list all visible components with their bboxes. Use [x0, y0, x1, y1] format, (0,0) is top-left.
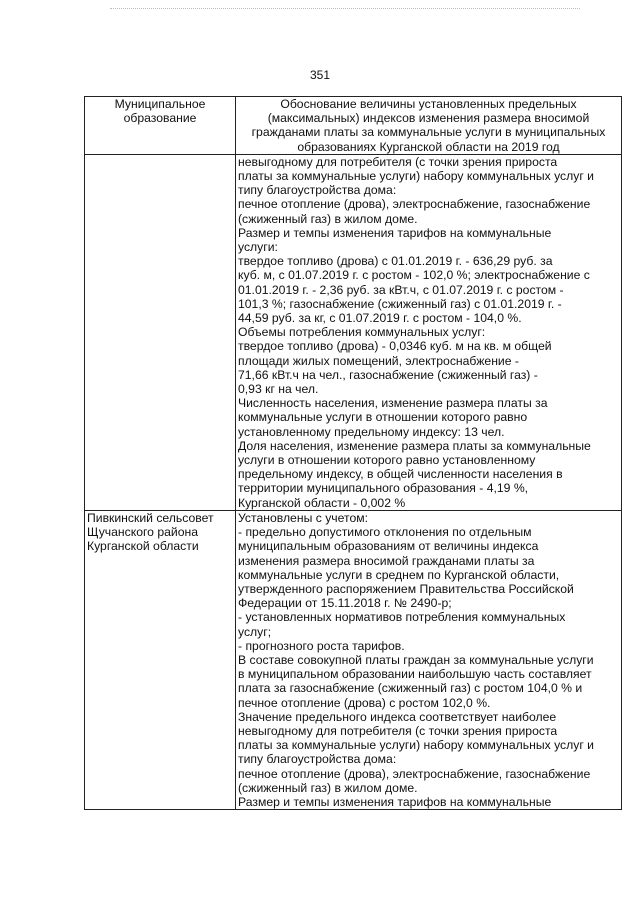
text-line: твердое топливо (дрова) - 0,0346 куб. м на кв. м общей — [238, 339, 552, 354]
header-line: Муниципальное — [114, 97, 206, 111]
text-line: услуг; — [238, 624, 272, 639]
text-line: изменения размера вносимой гражданами платы за — [238, 553, 535, 568]
text-line: куб. м, с 01.07.2019 г. с ростом - 102,0 %; электроснабжение с — [238, 268, 590, 283]
text-line: услуги: — [238, 240, 278, 255]
text-line: коммунальные услуги в среднем по Курганской области, — [238, 567, 560, 582]
text-line: типу благоустройства дома: — [238, 752, 397, 767]
text-line: 0,93 кг на чел. — [238, 382, 319, 397]
text-line: типу благоустройства дома: — [238, 183, 397, 198]
text-line: площади жилых помещений, электроснабжение - — [238, 353, 519, 368]
header-line: Обоснование величины установленных предельных — [280, 97, 577, 111]
text-line: Значение предельного индекса соответствует наиболее — [238, 709, 557, 724]
text-line: 01.01.2019 г. - 2,36 руб. за кВт.ч, с 01.07.2019 г. с ростом - — [238, 282, 564, 297]
text-line: муниципальным образованиям от величины индекса — [238, 539, 539, 554]
text-line: платы за коммунальные услуги) набору коммунальных услуг и — [238, 738, 594, 753]
table-row — [85, 510, 622, 809]
text-line: Доля населения, изменение размера платы за коммунальные — [238, 438, 591, 453]
text-line: платы за коммунальные услуги) набору коммунальных услуг и — [238, 169, 594, 184]
municipality-cell — [85, 154, 236, 510]
tariff-justification-table — [84, 96, 622, 810]
text-line: Размер и темпы изменения тарифов на коммунальные — [238, 225, 552, 240]
text-line: в муниципальном образовании наибольшую часть составляет — [238, 667, 592, 682]
text-line: невыгодному для потребителя (с точки зрения прироста — [238, 723, 558, 738]
header-municipality — [85, 97, 236, 155]
text-line: 71,66 кВт.ч на чел., газоснабжение (сжиженный газ) - — [238, 367, 538, 382]
header-line: гражданами платы за коммунальные услуги в муниципальных — [251, 125, 606, 140]
municipality-line: Щучанского района — [87, 525, 198, 540]
text-line: утвержденного распоряжением Правительства Российской — [238, 581, 574, 596]
header-line: образование — [123, 111, 197, 126]
text-line: печное отопление (дрова) с ростом 102,0 %. — [238, 695, 491, 710]
text-line: невыгодному для потребителя (с точки зрения прироста — [238, 154, 558, 169]
table-row — [85, 154, 622, 510]
text-line: Размер и темпы изменения тарифов на коммунальные — [238, 794, 552, 809]
text-line: услуги в отношении которого равно установленному — [238, 453, 536, 468]
text-line: 44,59 руб. за кг, с 01.07.2019 г. с ростом - 104,0 %. — [238, 311, 522, 326]
text-line: 101,3 %; газоснабжение (сжиженный газ) с 01.01.2019 г. - — [238, 296, 562, 311]
text-line: (сжиженный газ) в жилом доме. — [238, 780, 418, 795]
text-line: - прогнозного роста тарифов. — [238, 638, 405, 653]
text-line: Федерации от 15.11.2018 г. № 2490-р; — [238, 596, 452, 611]
text-line: установленному предельному индексу: 13 чел. — [238, 424, 505, 439]
text-line: твердое топливо (дрова) с 01.01.2019 г. - 636,29 руб. за — [238, 254, 553, 269]
header-justification — [236, 97, 622, 155]
municipality-cell — [85, 510, 236, 809]
scan-top-line — [110, 8, 580, 9]
text-line: Курганской области - 0,002 % — [238, 495, 406, 510]
text-line: печное отопление (дрова), электроснабжение, газоснабжение — [238, 766, 591, 781]
text-line: коммунальные услуги в отношении которого равно — [238, 410, 528, 425]
text-line: плата за газоснабжение (сжиженный газ) с ростом 104,0 % и — [238, 681, 583, 696]
text-line: В составе совокупной платы граждан за коммунальные услуги — [238, 652, 594, 667]
text-line: Установлены с учетом: — [238, 510, 368, 525]
header-line: (максимальных) индексов изменения размера вносимой — [267, 111, 590, 126]
page-number: 351 — [309, 68, 331, 82]
municipality-line: Курганской области — [87, 539, 199, 554]
text-line: (сжиженный газ) в жилом доме. — [238, 211, 418, 226]
table-header-row — [85, 97, 622, 155]
text-line: печное отопление (дрова), электроснабжение, газоснабжение — [238, 197, 591, 212]
text-line: - предельно допустимого отклонения по отдельным — [238, 525, 532, 540]
text-line: предельному индексу, в общей численности населения в — [238, 467, 563, 482]
municipality-line: Пивкинский сельсовет — [87, 510, 214, 525]
text-line: Численность населения, изменение размера платы за — [238, 396, 548, 411]
justification-cell — [236, 510, 622, 809]
header-line: образованиях Курганской области на 2019 год — [297, 139, 560, 154]
text-line: Объемы потребления коммунальных услуг: — [238, 325, 486, 340]
text-line: территории муниципального образования - 4,19 %, — [238, 481, 529, 496]
text-line: - установленных нормативов потребления коммунальных — [238, 610, 566, 625]
justification-cell — [236, 154, 622, 510]
